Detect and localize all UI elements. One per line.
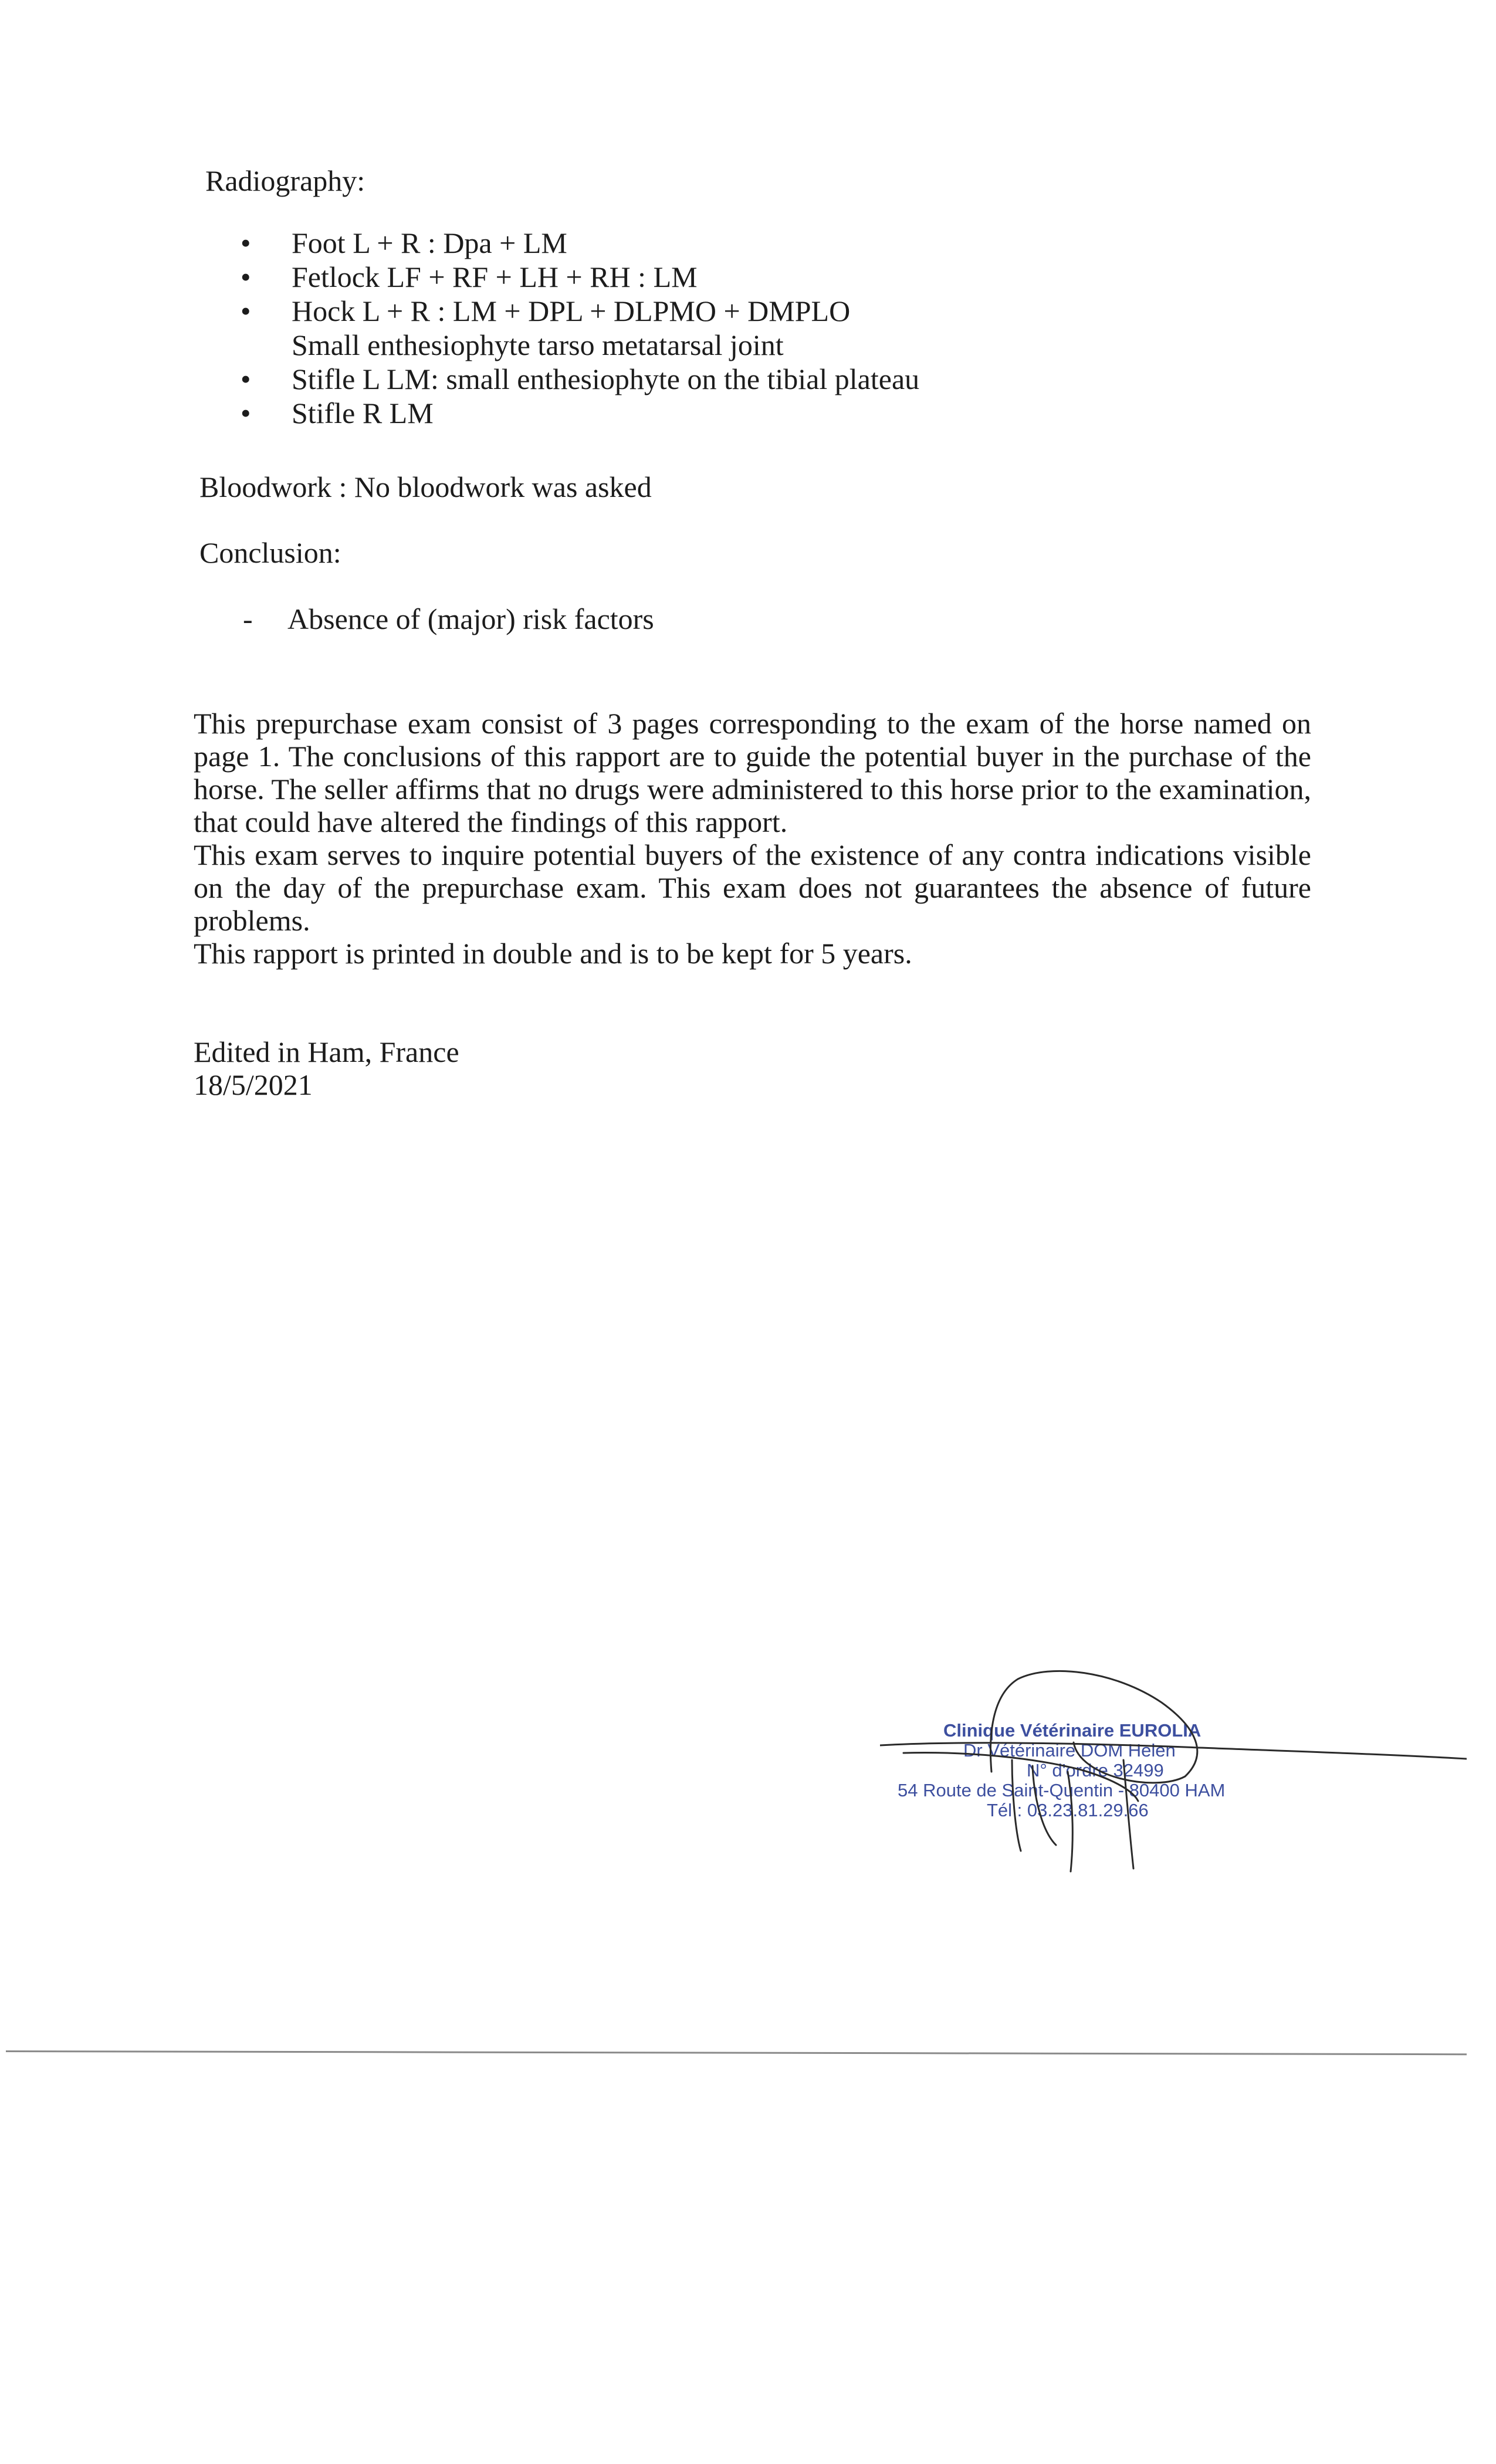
dash-mark: - — [243, 603, 253, 635]
radiography-item-text: Stifle L LM: small enthesiophyte on the tibial plateau — [292, 363, 920, 395]
radiography-item-text: Stifle R LM — [292, 397, 434, 429]
page-edge-line — [6, 2050, 1467, 2055]
radiography-list — [241, 226, 1238, 430]
stamp-clinic-name: Clinique Vétérinaire EUROLIA — [943, 1720, 1201, 1741]
clinic-stamp-with-signature — [880, 1654, 1467, 1889]
conclusion-heading: Conclusion: — [199, 536, 341, 569]
radiography-item-note: Small enthesiophyte tarso metatarsal joint — [292, 329, 784, 361]
bullet-mark: • — [241, 397, 251, 429]
radiography-item-foot — [241, 226, 1238, 260]
stamp-doctor: Dr Vétérinaire DOM Helen — [963, 1740, 1176, 1761]
bullet-mark: • — [241, 295, 251, 327]
stamp-address: 54 Route de Saint-Quentin - 80400 HAM — [898, 1780, 1226, 1800]
bullet-mark: • — [241, 226, 251, 259]
disclaimer-paragraph: This prepurchase exam consist of 3 pages corresponding to the exam of the horse named on page 1. The conclusions of this rapport are to guide the potential buyer in the purchase of the horse. The seller affirms that no drugs were administered to this horse prior to the examination, that could have altered the findings of this rapport. — [194, 707, 1311, 838]
handwritten-signature — [880, 1654, 1467, 1889]
bullet-mark: • — [241, 260, 251, 293]
bullet-mark: • — [241, 363, 251, 395]
conclusion-item — [241, 601, 654, 637]
bloodwork-line: Bloodwork : No bloodwork was asked — [199, 471, 652, 503]
disclaimer-paragraph: This rapport is printed in double and is to be kept for 5 years. — [194, 937, 912, 970]
edited-place: Edited in Ham, France — [194, 1035, 459, 1068]
radiography-item-text: Hock L + R : LM + DPL + DLPMO + DMPLO — [292, 295, 851, 327]
radiography-item-stifle-left — [241, 362, 1238, 396]
edited-block — [194, 1035, 459, 1101]
radiography-heading: Radiography: — [205, 164, 365, 197]
radiography-item-text: Foot L + R : Dpa + LM — [292, 226, 567, 259]
radiography-item-hock — [241, 294, 1238, 362]
radiography-item-stifle-right — [241, 396, 1238, 430]
stamp-order-number: N° d'ordre 32499 — [1027, 1760, 1164, 1781]
disclaimer-paragraph: This exam serves to inquire potential buyers of the existence of any contra indications visible on the day of the prepurchase exam. This exam does not guarantees the absence of future problems. — [194, 838, 1311, 937]
conclusion-item-text: Absence of (major) risk factors — [287, 603, 654, 635]
conclusion-list — [241, 601, 654, 637]
radiography-item-fetlock — [241, 260, 1238, 294]
exam-disclaimer — [194, 707, 1311, 970]
radiography-item-text: Fetlock LF + RF + LH + RH : LM — [292, 260, 698, 293]
edited-date: 18/5/2021 — [194, 1068, 313, 1101]
stamp-phone: Tél : 03.23.81.29.66 — [987, 1800, 1149, 1820]
